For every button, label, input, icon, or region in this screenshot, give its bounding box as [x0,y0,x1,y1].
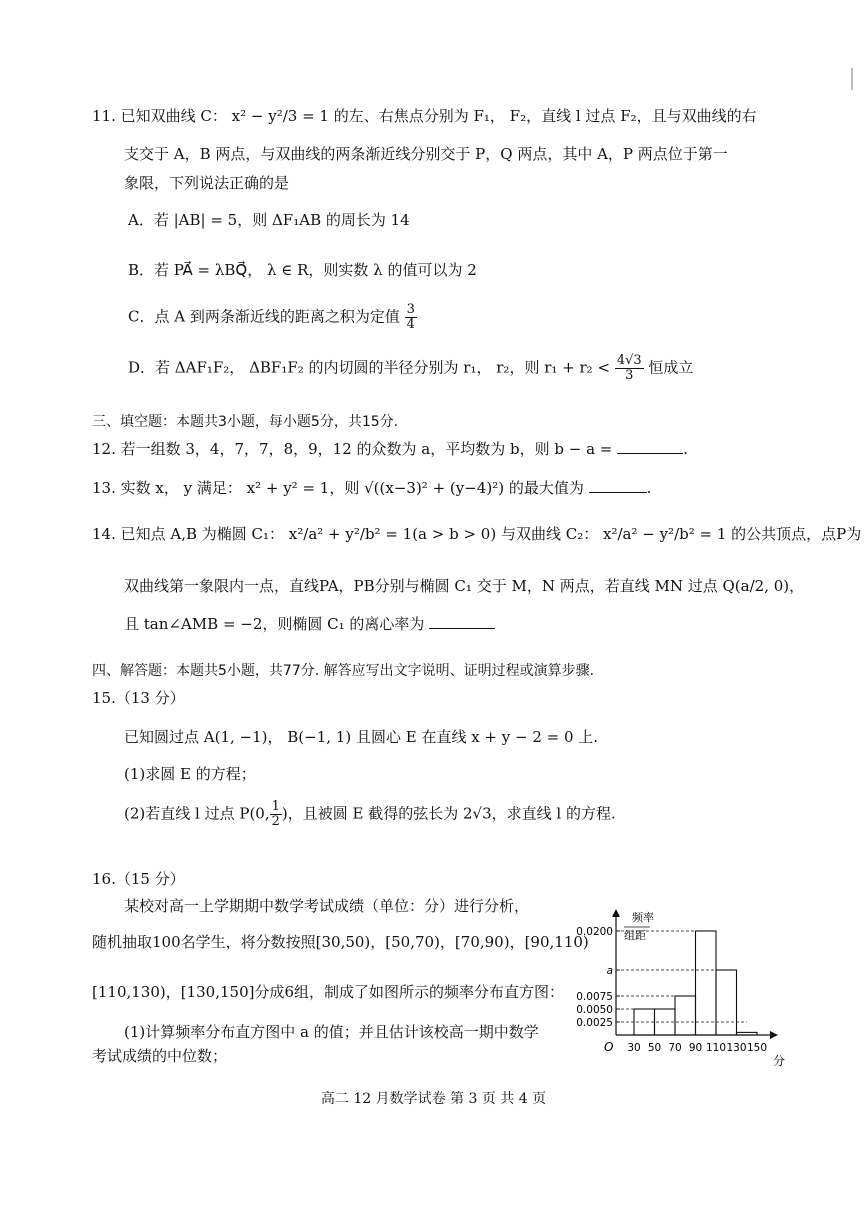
y-label-bottom: 组距 [624,929,646,942]
q12-text: 12. 若一组数 3，4，7，7，8，9，12 的众数为 a，平均数为 b，则 b − a = [92,440,613,458]
q12-answer-blank [617,439,683,454]
q11-line1: 11. 已知双曲线 C： x² − y²/3 = 1 的左、右焦点分别为 F₁， F₂，直线 l 过点 F₂，且与双曲线的右 [92,107,757,125]
q13-answer-blank [589,478,647,493]
q11-option-d-fraction [615,354,644,383]
fraction-denominator: 3 [625,368,634,383]
origin-label: O [604,1040,614,1054]
x-tick-label: 50 [647,1042,662,1054]
histogram-bar [716,970,737,1035]
fraction-numerator: 3 [406,302,415,317]
q15-part2-text: (2)若直线 l 过点 P(0, [124,804,270,823]
q16-line3: [110,130)，[130,150]分成6组，制成了如图所示的频率分布直方图： [92,983,565,1001]
x-tick-label: 150 [746,1042,768,1054]
q14-line2: 双曲线第一象限内一点，直线PA，PB分别与椭圆 C₁ 交于 M，N 两点，若直线 MN 过点 Q(a/2, 0)， [124,577,805,595]
x-axis-arrow-icon [770,1031,778,1039]
x-tick-label: 70 [668,1042,682,1054]
q16-line1: 某校对高一上学期期中数学考试成绩（单位：分）进行分析， [124,897,530,915]
q13-period: . [646,479,652,497]
y-label-top: 频率 [632,911,654,924]
section-4-heading: 四、解答题：本题共5小题，共77分. 解答应写出文字说明、证明过程或演算步骤. [92,663,595,679]
y-tick-label: a [606,965,613,977]
fraction-numerator: 1 [271,799,280,814]
q11-option-b: B．若 PA⃗ = λBQ⃗， λ ∈ R，则实数 λ 的值可以为 2 [128,261,477,279]
q13 [92,478,651,498]
x-tick-label: 30 [627,1042,641,1054]
q13-text: 13. 实数 x， y 满足： x² + y² = 1，则 √((x−3)² + (y−4)²) 的最大值为 [92,479,584,497]
q12-period: . [683,440,688,458]
y-tick-label: 0.0050 [576,1004,613,1016]
q14-answer-blank [429,614,495,629]
q12 [92,439,688,459]
y-axis-arrow-icon [612,909,620,917]
fraction-denominator: 4 [406,317,415,332]
q11-option-d-tail: 恒成立 [648,358,694,377]
q16-line2: 随机抽取100名学生，将分数按照[30,50)，[50,70)，[70,90)，[90,110) [92,933,589,951]
q15-part2-fraction [270,800,282,829]
q14-line3-text: 且 tan∠AMB = −2，则椭圆 C₁ 的离心率为 [124,615,425,633]
section-3-heading: 三、填空题：本题共3小题，每小题5分，共15分. [92,414,399,430]
q15-part1: (1)求圆 E 的方程； [124,765,256,783]
q15-heading: 15.（13 分） [92,689,185,707]
frequency-histogram [572,905,787,1070]
histogram-marks [576,926,767,1054]
page-edge-mark [851,68,853,90]
q11-option-d [128,354,693,383]
q11-option-c-fraction [405,303,417,332]
q11-option-c-text: C．点 A 到两条渐近线的距离之积为定值 [128,307,400,326]
q16-part1-continued: 考试成绩的中位数； [92,1047,228,1065]
q11-line3: 象限，下列说法正确的是 [124,174,290,192]
page-footer: 高二 12 月数学试卷 第 3 页 共 4 页 [320,1091,547,1107]
fraction-numerator: 4√3 [616,353,642,368]
y-tick-label: 0.0200 [576,926,613,938]
q15-part2 [124,800,616,829]
fraction-denominator: 2 [271,814,280,829]
histogram-bar [737,1032,758,1035]
q11-line2: 支交于 A，B 两点，与双曲线的两条渐近线分别交于 P，Q 两点，其中 A，P 两点位于第一 [124,145,728,163]
histogram-bar [696,931,717,1035]
q16-heading: 16.（15 分） [92,870,185,888]
q11-option-d-text: D．若 ΔAF₁F₂， ΔBF₁F₂ 的内切圆的半径分别为 r₁， r₂，则 r₁ + r₂ < [128,358,611,377]
q11-option-c [128,303,417,332]
x-tick-label: 110 [705,1042,727,1054]
x-tick-label: 130 [726,1042,747,1054]
q11-option-a: A．若 |AB| = 5，则 ΔF₁AB 的周长为 14 [128,211,410,229]
q16-part1: (1)计算频率分布直方图中 a 的值；并且估计该校高一期中数学 [124,1023,539,1041]
q14-line3 [124,614,495,634]
q14-line1: 14. 已知点 A,B 为椭圆 C₁： x²/a² + y²/b² = 1(a > b > 0) 与双曲线 C₂： x²/a² − y²/b² = 1 的公共顶点，点P为 [92,525,862,543]
x-tick-label: 90 [688,1042,703,1054]
q15-stem: 已知圆过点 A(1, −1)， B(−1, 1) 且圆心 E 在直线 x + y − 2 = 0 上. [124,728,599,746]
q15-part2-tail: )，且被圆 E 截得的弦长为 2√3，求直线 l 的方程. [281,804,616,823]
y-tick-label: 0.0025 [576,1017,613,1029]
x-axis-unit: 分 [773,1054,786,1068]
y-tick-label: 0.0075 [576,991,613,1003]
histogram-bar [675,996,696,1035]
